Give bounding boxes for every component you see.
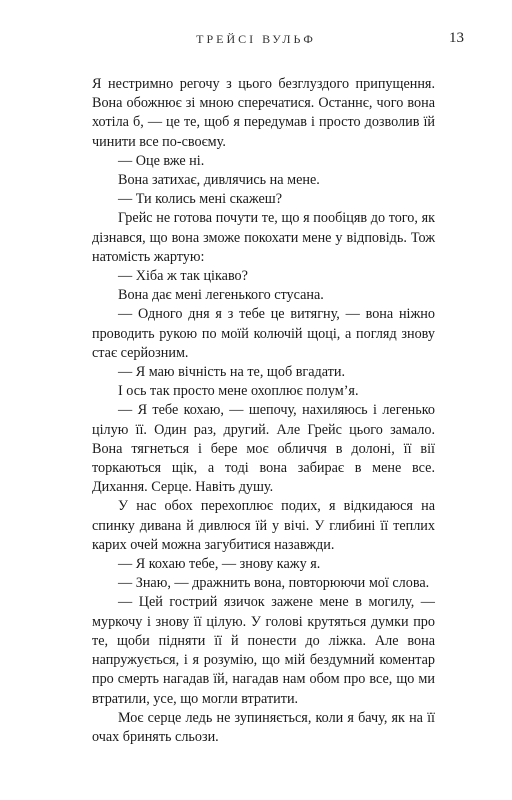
paragraph: — Знаю, — дражнить вона, повторюючи мої слова. <box>118 575 430 592</box>
paragraph: Вона дає мені легенького стусана. <box>118 287 324 304</box>
paragraph: Вона затихає, дивлячись на мене. <box>118 172 320 189</box>
page-number: 13 <box>449 30 464 46</box>
paragraph: — Хіба ж так цікаво? <box>118 268 248 285</box>
paragraph: — Одного дня я з тебе це витягну, — вона ніжно проводить рукою по моїй колючій щоці, а погляд знову стає серйозним. <box>92 306 435 361</box>
paragraph: — Ти колись мені скажеш? <box>118 191 283 208</box>
paragraph: У нас обох перехоплює подих, я відкидаюся на спинку дивана й дивлюся їй у вічі. У глибині її теплих карих очей можна загубитися назавжди. <box>92 498 435 553</box>
paragraph: Я нестримно регочу з цього безглуздого припущення. Вона обожнює зі мною сперечатися. Останнє, чого вона хотіла б, — це те, щоб я передумав і просто дозволив їй чинити все по-своєму. <box>92 76 435 150</box>
paragraph: І ось так просто мене охоплює полум’я. <box>118 383 359 400</box>
paragraph: — Оце вже ні. <box>118 152 205 169</box>
paragraph: — Я маю вічність на те, щоб вгадати. <box>118 364 346 381</box>
running-header <box>0 30 512 52</box>
text-body <box>92 75 435 747</box>
paragraph: Грейс не готова почути те, що я пообіцяв до того, як дізнався, що вона зможе покохати мене у відповідь. Тож натомість жартую: <box>92 210 435 265</box>
paragraph: — Я тебе кохаю, — шепочу, нахиляюсь і легенько цілую її. Один раз, другий. Але Грейс цього замало. Вона тягнеться і бере моє обличчя в долоні, її вії торкаються щік, а тоді вона забирає в мене все. Дихання. Серце. Навіть душу. <box>92 402 435 496</box>
paragraph: — Цей гострий язичок зажене мене в могилу, — муркочу і знову її цілую. У голові крутяться думки про те, щоби підняти її й понести до ліжка. Але вона напружується, і я розумію, що мій бездумний коментар про смерть нагадав їй, нагадав нам обом про все, що ми втратили, усе, що могли втратити. <box>92 594 435 707</box>
paragraph: Моє серце ледь не зупиняється, коли я бачу, як на її очах бринять сльози. <box>92 709 435 745</box>
author-name: ТРЕЙСІ ВУЛЬФ <box>196 32 316 46</box>
paragraph: — Я кохаю тебе, — знову кажу я. <box>118 556 321 573</box>
